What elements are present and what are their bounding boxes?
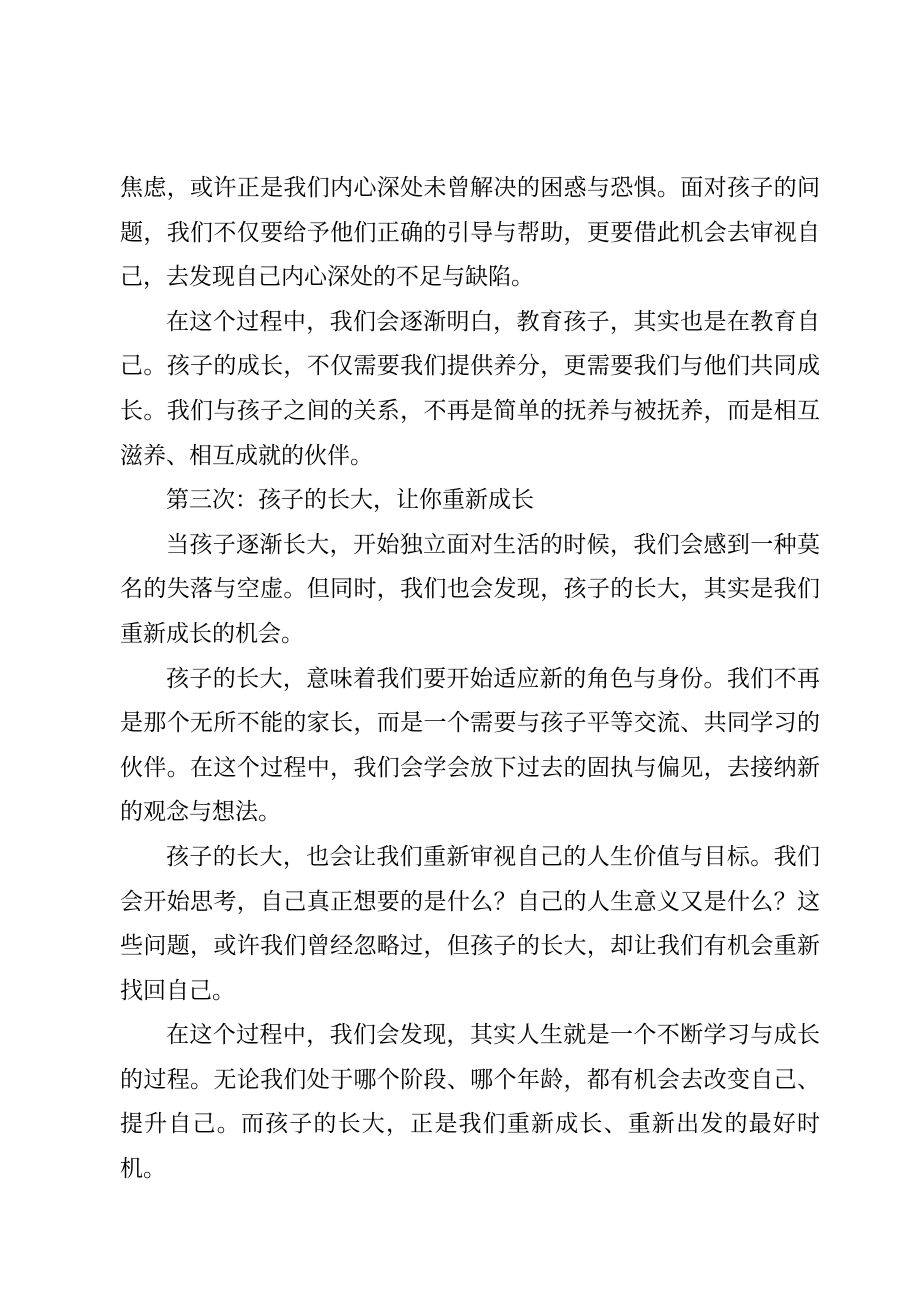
paragraph: 在这个过程中，我们会发现，其实人生就是一个不断学习与成长的过程。无论我们处于哪个阶段、哪个年龄，都有机会去改变自己、提升自己。而孩子的长大，正是我们重新成长、重新出发的最好时机。	[120, 1022, 820, 1183]
document-body	[120, 166, 820, 1192]
paragraph: 焦虑，或许正是我们内心深处未曾解决的困惑与恐惧。面对孩子的问题，我们不仅要给予他们正确的引导与帮助，更要借此机会去审视自己，去发现自己内心深处的不足与缺陷。	[120, 175, 820, 291]
paragraph: 孩子的长大，意味着我们要开始适应新的角色与身份。我们不再是那个无所不能的家长，而是一个需要与孩子平等交流、共同学习的伙伴。在这个过程中，我们会学会放下过去的固执与偏见，去接纳新的观念与想法。	[120, 665, 820, 826]
paragraph: 当孩子逐渐长大，开始独立面对生活的时候，我们会感到一种莫名的失落与空虚。但同时，我们也会发现，孩子的长大，其实是我们重新成长的机会。	[120, 531, 820, 647]
paragraph: 孩子的长大，也会让我们重新审视自己的人生价值与目标。我们会开始思考，自己真正想要的是什么？自己的人生意义又是什么？这些问题，或许我们曾经忽略过，但孩子的长大，却让我们有机会重新找回自己。	[120, 843, 820, 1004]
section-heading: 第三次：孩子的长大，让你重新成长	[166, 487, 534, 514]
paragraph: 在这个过程中，我们会逐渐明白，教育孩子，其实也是在教育自己。孩子的成长，不仅需要我们提供养分，更需要我们与他们共同成长。我们与孩子之间的关系，不再是简单的抚养与被抚养，而是相互滋养、相互成就的伙伴。	[120, 308, 820, 469]
